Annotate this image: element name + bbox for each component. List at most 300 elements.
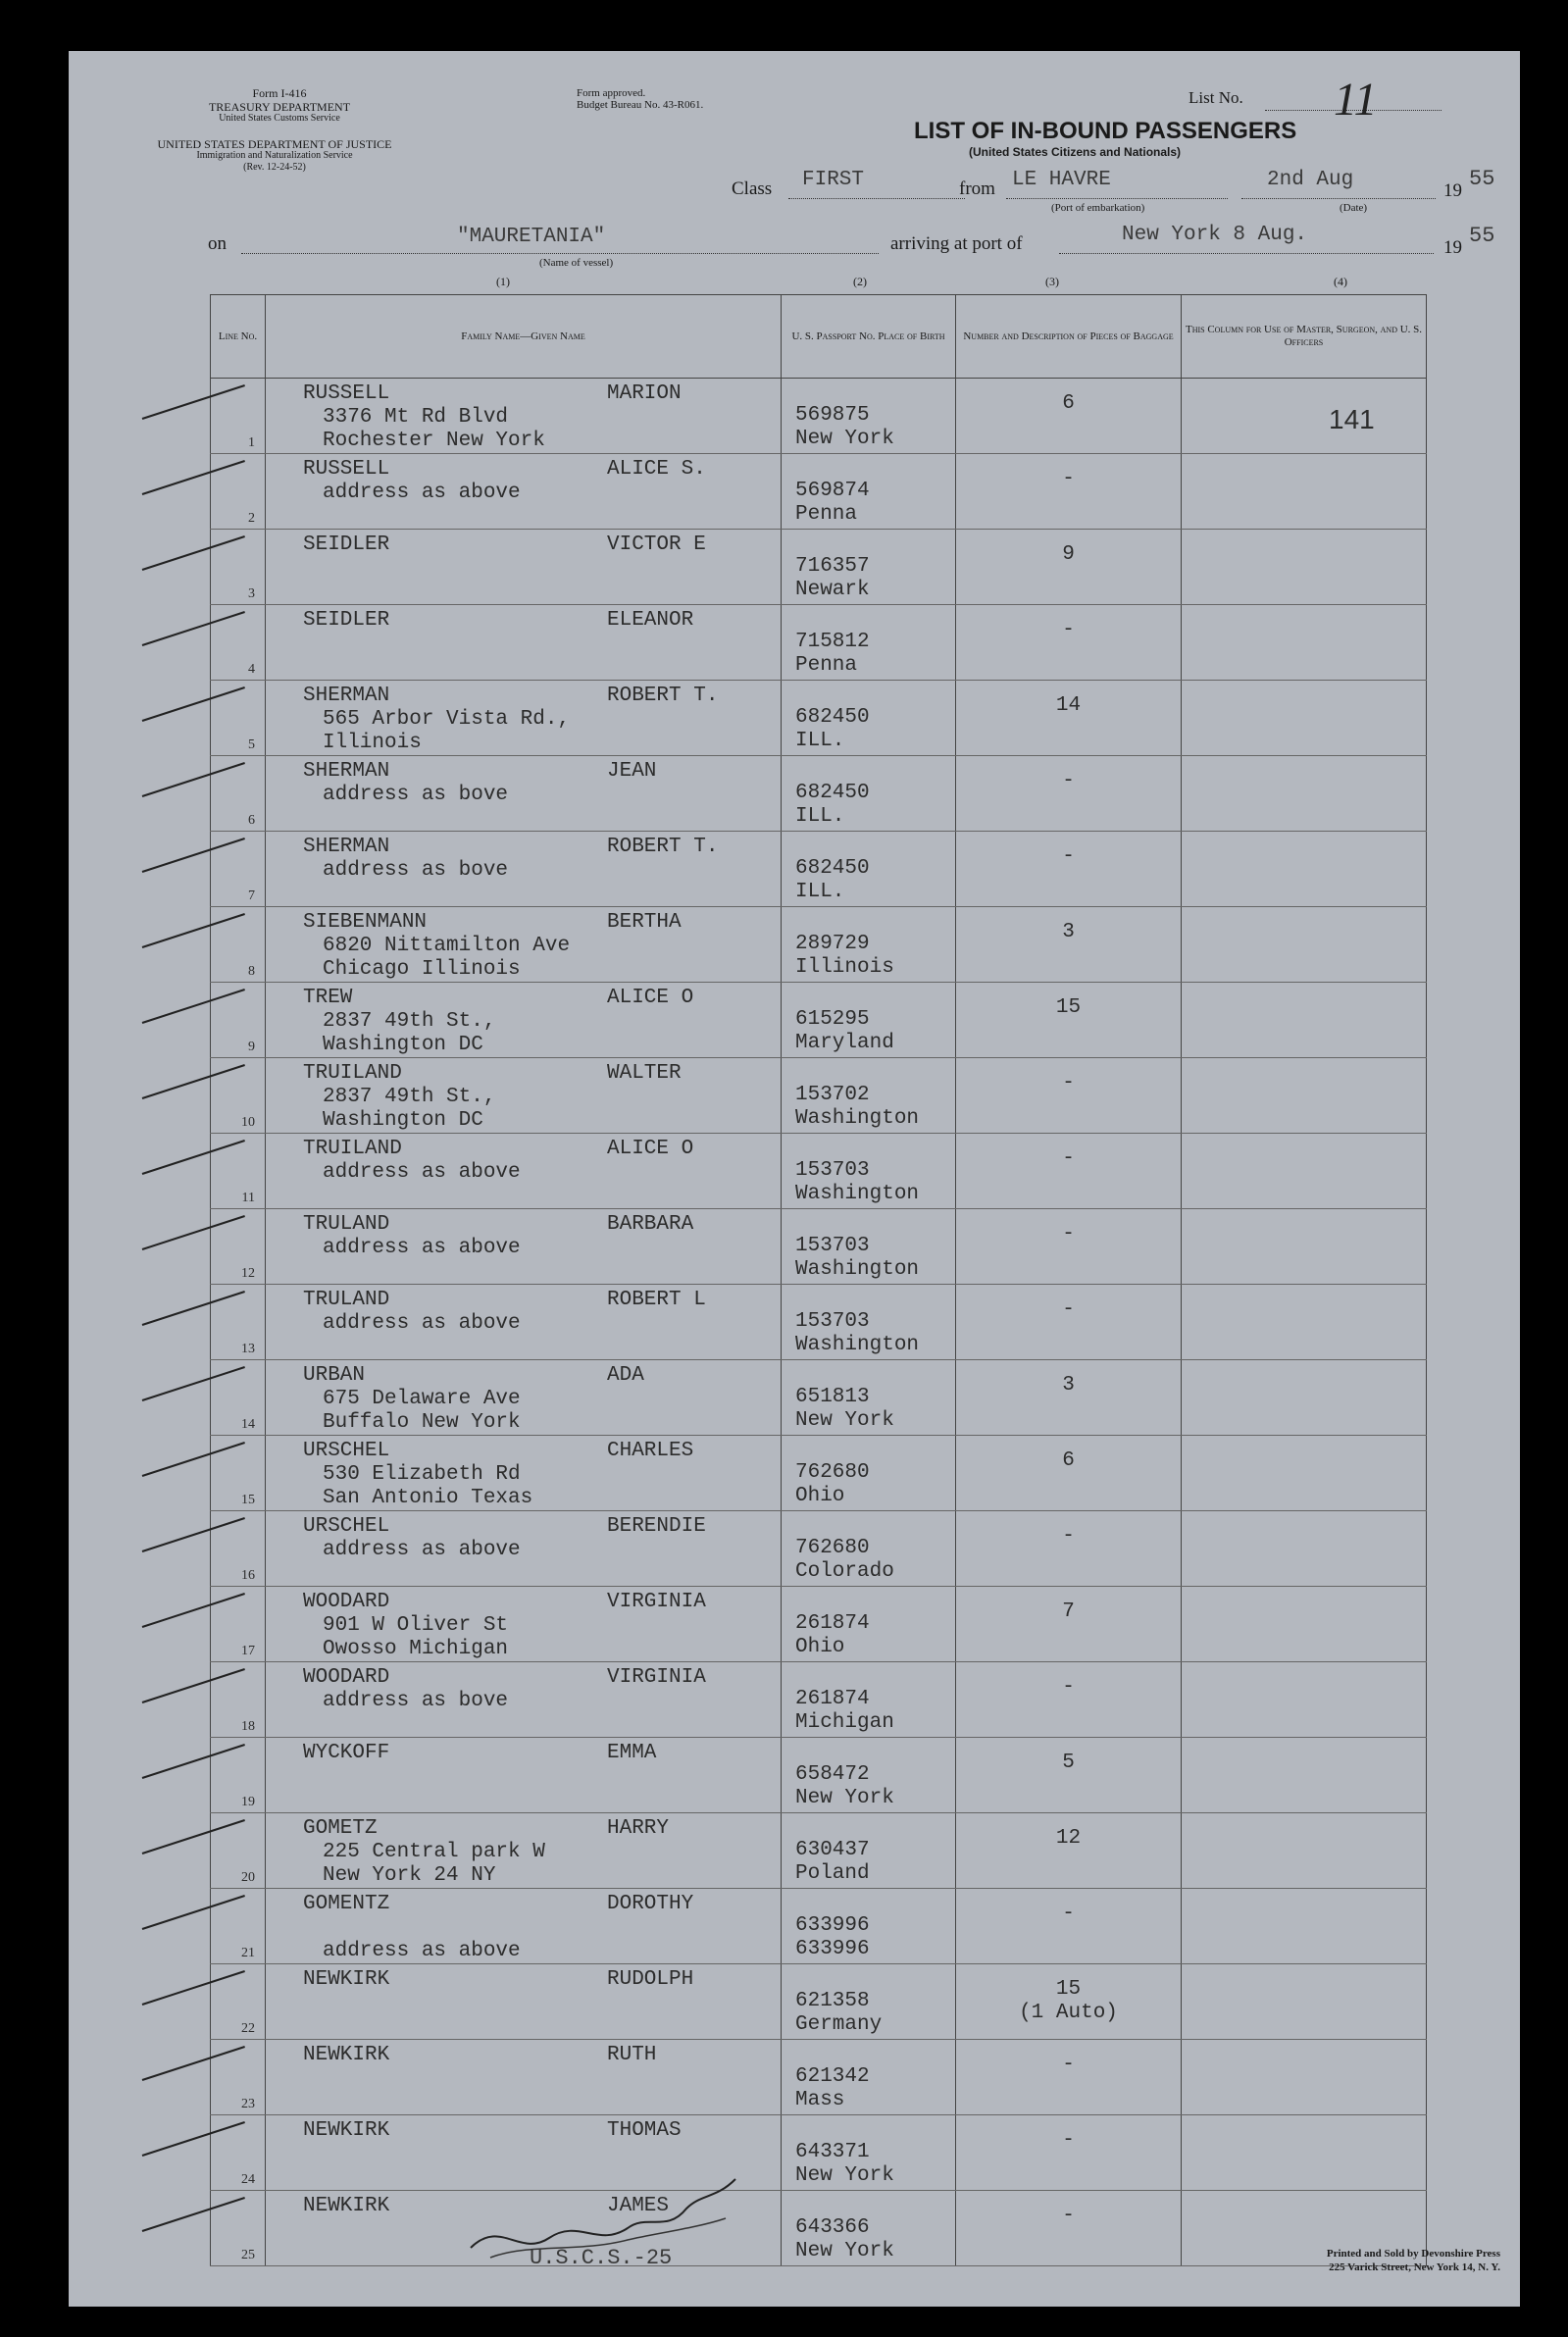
given-name: RUDOLPH bbox=[607, 1968, 694, 1991]
check-mark bbox=[142, 762, 245, 797]
baggage-cell bbox=[956, 2191, 1182, 2266]
name-cell bbox=[266, 530, 782, 605]
passport-cell bbox=[782, 1058, 956, 1134]
check-mark bbox=[142, 460, 245, 495]
line-no-cell bbox=[211, 907, 266, 983]
name-cell bbox=[266, 1738, 782, 1813]
officers-cell bbox=[1182, 1511, 1427, 1587]
passport-cell bbox=[782, 2115, 956, 2191]
passport-cell bbox=[782, 1964, 956, 2040]
officers-cell bbox=[1182, 1813, 1427, 1889]
table-row bbox=[211, 1058, 1427, 1134]
address-line-2: Washington DC bbox=[323, 1109, 483, 1132]
family-name: URBAN bbox=[303, 1364, 366, 1387]
place-of-birth: ILL. bbox=[795, 805, 845, 828]
baggage-cell bbox=[956, 681, 1182, 756]
place-of-birth: New York bbox=[795, 2240, 894, 2262]
header-officers: This Column for Use of Master, Surgeon, and U. S. Officers bbox=[1182, 295, 1427, 379]
given-name: JEAN bbox=[607, 760, 657, 783]
family-name: NEWKIRK bbox=[303, 2119, 390, 2142]
passport-cell bbox=[782, 1587, 956, 1662]
baggage-cell bbox=[956, 1964, 1182, 2040]
place-of-birth: New York bbox=[795, 428, 894, 450]
table-row bbox=[211, 1209, 1427, 1285]
baggage-count: 3 bbox=[1062, 921, 1075, 943]
table-row bbox=[211, 983, 1427, 1058]
baggage-count: - bbox=[1062, 770, 1075, 792]
baggage-cell bbox=[956, 983, 1182, 1058]
line-no: 17 bbox=[241, 1644, 255, 1658]
baggage-count: - bbox=[1062, 2129, 1075, 2152]
family-name: NEWKIRK bbox=[303, 2195, 390, 2217]
form-approved: Form approved. bbox=[577, 87, 646, 99]
officers-cell bbox=[1182, 1587, 1427, 1662]
baggage-count: - bbox=[1062, 1525, 1075, 1548]
name-cell bbox=[266, 1209, 782, 1285]
list-no-label: List No. bbox=[1189, 88, 1243, 107]
table-row bbox=[211, 1813, 1427, 1889]
family-name: SHERMAN bbox=[303, 685, 390, 707]
check-mark bbox=[142, 1366, 245, 1401]
line-no-cell bbox=[211, 1738, 266, 1813]
header-passport: U. S. Passport No. Place of Birth bbox=[782, 295, 956, 379]
check-mark bbox=[142, 1215, 245, 1250]
baggage-count: 15 bbox=[1055, 1978, 1082, 2001]
family-name: TRUILAND bbox=[303, 1062, 402, 1085]
given-name: VIRGINIA bbox=[607, 1666, 706, 1689]
line-no: 21 bbox=[241, 1946, 255, 1960]
address-line-1: 530 Elizabeth Rd bbox=[323, 1463, 521, 1486]
baggage-cell bbox=[956, 1511, 1182, 1587]
form-title: LIST OF IN-BOUND PASSENGERS bbox=[914, 118, 1297, 144]
baggage-count: - bbox=[1062, 1903, 1075, 1925]
given-name: WALTER bbox=[607, 1062, 682, 1085]
passport-number: 569874 bbox=[795, 480, 870, 502]
port-value: LE HAVRE bbox=[1012, 169, 1111, 191]
place-of-birth: Colorado bbox=[795, 1560, 894, 1583]
place-of-birth: Mass bbox=[795, 2089, 845, 2111]
check-mark bbox=[142, 1895, 245, 1930]
address-line-2: Chicago Illinois bbox=[323, 958, 521, 981]
line-no: 20 bbox=[241, 1870, 255, 1885]
check-mark bbox=[142, 1744, 245, 1779]
name-cell bbox=[266, 1134, 782, 1209]
table-row bbox=[211, 1889, 1427, 1964]
passport-cell bbox=[782, 1738, 956, 1813]
officers-cell bbox=[1182, 1058, 1427, 1134]
line-no-cell bbox=[211, 1964, 266, 2040]
baggage-cell bbox=[956, 2040, 1182, 2115]
passport-cell bbox=[782, 530, 956, 605]
line-no-cell bbox=[211, 1662, 266, 1738]
family-name: GOMENTZ bbox=[303, 1893, 390, 1915]
passport-number: 621358 bbox=[795, 1990, 870, 2012]
officers-cell bbox=[1182, 907, 1427, 983]
address-line-2: Buffalo New York bbox=[323, 1411, 521, 1434]
address-line-1: address as bove bbox=[323, 784, 509, 806]
place-of-birth: Michigan bbox=[795, 1711, 894, 1734]
baggage-count: - bbox=[1062, 1147, 1075, 1170]
check-mark bbox=[142, 1064, 245, 1099]
passport-number: 715812 bbox=[795, 631, 870, 653]
given-name: BERTHA bbox=[607, 911, 682, 934]
check-mark bbox=[142, 1442, 245, 1477]
given-name: ELEANOR bbox=[607, 609, 694, 632]
place-of-birth: Washington bbox=[795, 1183, 920, 1205]
given-name: ALICE O bbox=[607, 1138, 694, 1160]
address-line-1: 3376 Mt Rd Blvd bbox=[323, 406, 509, 429]
family-name: GOMETZ bbox=[303, 1817, 378, 1840]
given-name: ALICE O bbox=[607, 987, 694, 1009]
place-of-birth: New York bbox=[795, 1409, 894, 1432]
address-line-1: 2837 49th St., bbox=[323, 1086, 496, 1108]
passport-number: 153702 bbox=[795, 1084, 870, 1106]
address-line-1: 6820 Nittamilton Ave bbox=[323, 935, 571, 957]
passport-number: 153703 bbox=[795, 1159, 870, 1182]
officers-cell bbox=[1182, 1889, 1427, 1964]
line-no-cell bbox=[211, 530, 266, 605]
name-cell bbox=[266, 681, 782, 756]
year-value-1: 55 bbox=[1469, 167, 1495, 191]
line-no-cell bbox=[211, 2115, 266, 2191]
place-of-birth: Penna bbox=[795, 503, 858, 526]
baggage-count: - bbox=[1062, 845, 1075, 868]
baggage-description: (1 Auto) bbox=[1019, 2002, 1118, 2024]
table-row bbox=[211, 2040, 1427, 2115]
name-cell bbox=[266, 1587, 782, 1662]
family-name: WOODARD bbox=[303, 1591, 390, 1613]
baggage-cell bbox=[956, 1436, 1182, 1511]
passport-number: 651813 bbox=[795, 1386, 870, 1408]
place-of-birth: Washington bbox=[795, 1258, 920, 1281]
place-of-birth: Newark bbox=[795, 579, 870, 601]
line-no-cell bbox=[211, 1209, 266, 1285]
from-label: from bbox=[959, 178, 995, 199]
check-mark bbox=[142, 384, 245, 420]
line-no: 24 bbox=[241, 2172, 255, 2187]
form-subtitle: (United States Citizens and Nationals) bbox=[969, 145, 1182, 159]
line-no-cell bbox=[211, 1436, 266, 1511]
table-row bbox=[211, 530, 1427, 605]
budget-bureau: Budget Bureau No. 43-R061. bbox=[577, 99, 704, 111]
family-name: SEIDLER bbox=[303, 533, 390, 556]
given-name: ADA bbox=[607, 1364, 644, 1387]
address-line-1: address as above bbox=[323, 1312, 521, 1335]
line-no-cell bbox=[211, 1058, 266, 1134]
passport-number: 261874 bbox=[795, 1612, 870, 1635]
passport-cell bbox=[782, 1360, 956, 1436]
address-line-1: address as above bbox=[323, 1539, 521, 1561]
check-mark bbox=[142, 2121, 245, 2157]
baggage-cell bbox=[956, 1134, 1182, 1209]
baggage-cell bbox=[956, 530, 1182, 605]
justice-department: UNITED STATES DEPARTMENT OF JUSTICE bbox=[157, 137, 392, 151]
port-caption: (Port of embarkation) bbox=[1051, 202, 1145, 214]
arriving-label: arriving at port of bbox=[890, 233, 1023, 254]
name-cell bbox=[266, 1511, 782, 1587]
date-caption: (Date) bbox=[1340, 202, 1368, 214]
line-no: 4 bbox=[248, 662, 255, 677]
given-name: ROBERT L bbox=[607, 1289, 706, 1311]
signature bbox=[461, 2159, 755, 2277]
baggage-cell bbox=[956, 1813, 1182, 1889]
col-number-4: (4) bbox=[1334, 275, 1347, 288]
line-no-cell bbox=[211, 2191, 266, 2266]
line-no-cell bbox=[211, 1813, 266, 1889]
given-name: HARRY bbox=[607, 1817, 670, 1840]
vessel-line bbox=[241, 253, 879, 254]
family-name: TRULAND bbox=[303, 1213, 390, 1236]
name-cell bbox=[266, 1964, 782, 2040]
line-no-cell bbox=[211, 1587, 266, 1662]
address-line-1: 2837 49th St., bbox=[323, 1010, 496, 1033]
passport-cell bbox=[782, 454, 956, 530]
printer-line-1: Printed and Sold by Devonshire Press bbox=[1326, 2248, 1500, 2260]
address-line-2: Illinois bbox=[323, 732, 422, 754]
place-of-birth: Ohio bbox=[795, 1485, 845, 1507]
line-no-cell bbox=[211, 756, 266, 832]
passport-number: 682450 bbox=[795, 706, 870, 729]
passport-cell bbox=[782, 907, 956, 983]
name-cell bbox=[266, 1285, 782, 1360]
passport-cell bbox=[782, 2040, 956, 2115]
baggage-cell bbox=[956, 1360, 1182, 1436]
passport-number: 643366 bbox=[795, 2216, 870, 2239]
baggage-count: 14 bbox=[1055, 694, 1082, 717]
place-of-birth: Ohio bbox=[795, 1636, 845, 1658]
baggage-cell bbox=[956, 756, 1182, 832]
officers-cell bbox=[1182, 756, 1427, 832]
passport-cell bbox=[782, 1285, 956, 1360]
family-name: RUSSELL bbox=[303, 382, 390, 405]
baggage-cell bbox=[956, 454, 1182, 530]
family-name: SEIDLER bbox=[303, 609, 390, 632]
line-no: 19 bbox=[241, 1795, 255, 1809]
line-no: 8 bbox=[248, 964, 255, 979]
line-no: 7 bbox=[248, 889, 255, 903]
table-row bbox=[211, 2115, 1427, 2191]
port-line bbox=[1006, 198, 1228, 199]
baggage-count: - bbox=[1062, 1223, 1075, 1245]
check-mark bbox=[142, 2197, 245, 2232]
passport-number: 289729 bbox=[795, 933, 870, 955]
printer-line-2: 225 Varick Street, New York 14, N. Y. bbox=[1329, 2261, 1500, 2273]
address-line-1: 901 W Oliver St bbox=[323, 1614, 509, 1637]
passport-cell bbox=[782, 1813, 956, 1889]
address-line-2: Owosso Michigan bbox=[323, 1638, 509, 1660]
passport-cell bbox=[782, 2191, 956, 2266]
baggage-cell bbox=[956, 1889, 1182, 1964]
immigration-service: Immigration and Naturalization Service bbox=[196, 150, 353, 161]
table-row bbox=[211, 379, 1427, 454]
baggage-cell bbox=[956, 2115, 1182, 2191]
baggage-cell bbox=[956, 605, 1182, 681]
check-mark bbox=[142, 1819, 245, 1854]
line-no: 11 bbox=[241, 1191, 255, 1205]
check-mark bbox=[142, 535, 245, 571]
officers-cell bbox=[1182, 379, 1427, 454]
passport-cell bbox=[782, 1209, 956, 1285]
officers-cell bbox=[1182, 605, 1427, 681]
check-mark bbox=[142, 1593, 245, 1628]
on-label: on bbox=[208, 233, 227, 254]
family-name: RUSSELL bbox=[303, 458, 390, 481]
date-line bbox=[1241, 198, 1436, 199]
baggage-cell bbox=[956, 1587, 1182, 1662]
stamp-text: U.S.C.S.-25 bbox=[530, 2246, 673, 2270]
name-cell bbox=[266, 1813, 782, 1889]
line-no-cell bbox=[211, 1360, 266, 1436]
given-name: BARBARA bbox=[607, 1213, 694, 1236]
table-row bbox=[211, 907, 1427, 983]
officer-note: 141 bbox=[1329, 404, 1375, 434]
given-name: THOMAS bbox=[607, 2119, 682, 2142]
line-no: 25 bbox=[241, 2248, 255, 2262]
given-name: VIRGINIA bbox=[607, 1591, 706, 1613]
header-name: Family Name—Given Name bbox=[266, 295, 782, 379]
line-no-cell bbox=[211, 983, 266, 1058]
name-cell bbox=[266, 1360, 782, 1436]
line-no: 6 bbox=[248, 813, 255, 828]
baggage-cell bbox=[956, 1738, 1182, 1813]
line-no: 16 bbox=[241, 1568, 255, 1583]
baggage-count: - bbox=[1062, 2205, 1075, 2227]
check-mark bbox=[142, 2046, 245, 2081]
family-name: NEWKIRK bbox=[303, 2044, 390, 2066]
passport-number: 153703 bbox=[795, 1235, 870, 1257]
given-name: DOROTHY bbox=[607, 1893, 694, 1915]
table-row bbox=[211, 1662, 1427, 1738]
passport-number: 153703 bbox=[795, 1310, 870, 1333]
header-baggage: Number and Description of Pieces of Baggage bbox=[956, 295, 1182, 379]
baggage-count: 15 bbox=[1055, 996, 1082, 1019]
place-of-birth: New York bbox=[795, 2164, 894, 2187]
baggage-count: - bbox=[1062, 1072, 1075, 1094]
list-no-value: 11 bbox=[1334, 74, 1378, 126]
line-no-cell bbox=[211, 1511, 266, 1587]
place-of-birth: Germany bbox=[795, 2013, 883, 2036]
officers-cell bbox=[1182, 832, 1427, 907]
name-cell bbox=[266, 756, 782, 832]
baggage-count: - bbox=[1062, 1676, 1075, 1699]
line-no: 23 bbox=[241, 2097, 255, 2111]
customs-service: United States Customs Service bbox=[219, 113, 340, 124]
officers-cell bbox=[1182, 1964, 1427, 2040]
passport-cell bbox=[782, 1134, 956, 1209]
place-of-birth: Maryland bbox=[795, 1032, 894, 1054]
baggage-count: - bbox=[1062, 619, 1075, 641]
passport-cell bbox=[782, 681, 956, 756]
address-line-2: Washington DC bbox=[323, 1034, 483, 1056]
line-no: 5 bbox=[248, 737, 255, 752]
check-mark bbox=[142, 913, 245, 948]
officers-cell bbox=[1182, 1209, 1427, 1285]
given-name: EMMA bbox=[607, 1742, 657, 1764]
family-name: NEWKIRK bbox=[303, 1968, 390, 1991]
table-row bbox=[211, 1134, 1427, 1209]
baggage-cell bbox=[956, 832, 1182, 907]
address-line-1: 675 Delaware Ave bbox=[323, 1388, 521, 1410]
passport-number: 643371 bbox=[795, 2141, 870, 2163]
name-cell bbox=[266, 605, 782, 681]
arrival-line bbox=[1059, 253, 1434, 254]
arrival-value: New York 8 Aug. bbox=[1122, 224, 1308, 246]
passport-number: 261874 bbox=[795, 1688, 870, 1710]
line-no-cell bbox=[211, 1134, 266, 1209]
passenger-table bbox=[210, 294, 1427, 2266]
passport-number: 621342 bbox=[795, 2065, 870, 2088]
address-line-1: 225 Central park W bbox=[323, 1841, 545, 1863]
class-value: FIRST bbox=[802, 169, 865, 191]
place-of-birth: ILL. bbox=[795, 881, 845, 903]
col-number-3: (3) bbox=[1045, 275, 1059, 288]
date-value: 2nd Aug bbox=[1267, 169, 1354, 191]
family-name: SHERMAN bbox=[303, 760, 390, 783]
baggage-count: - bbox=[1062, 2054, 1075, 2076]
family-name: TRULAND bbox=[303, 1289, 390, 1311]
passport-number: 682450 bbox=[795, 857, 870, 880]
address-line-2: New York 24 NY bbox=[323, 1864, 496, 1887]
passport-cell bbox=[782, 983, 956, 1058]
place-of-birth: ILL. bbox=[795, 730, 845, 752]
vessel-caption: (Name of vessel) bbox=[539, 257, 614, 269]
table-row bbox=[211, 454, 1427, 530]
check-mark bbox=[142, 1970, 245, 2006]
baggage-cell bbox=[956, 1058, 1182, 1134]
passport-cell bbox=[782, 1889, 956, 1964]
family-name: WYCKOFF bbox=[303, 1742, 390, 1764]
name-cell bbox=[266, 1889, 782, 1964]
address-line-1: address as bove bbox=[323, 1690, 509, 1712]
passport-cell bbox=[782, 605, 956, 681]
baggage-cell bbox=[956, 1285, 1182, 1360]
line-no: 14 bbox=[241, 1417, 255, 1432]
officers-cell bbox=[1182, 454, 1427, 530]
officers-cell bbox=[1182, 983, 1427, 1058]
name-cell bbox=[266, 2040, 782, 2115]
officers-cell bbox=[1182, 1360, 1427, 1436]
officers-cell bbox=[1182, 530, 1427, 605]
address-line-1: address as above bbox=[323, 1161, 521, 1184]
place-of-birth: Illinois bbox=[795, 956, 894, 979]
officers-cell bbox=[1182, 1436, 1427, 1511]
baggage-cell bbox=[956, 379, 1182, 454]
line-no: 2 bbox=[248, 511, 255, 526]
family-name: URSCHEL bbox=[303, 1440, 390, 1462]
table-row bbox=[211, 1511, 1427, 1587]
form-number: Form I-416 bbox=[252, 86, 307, 100]
baggage-count: 12 bbox=[1055, 1827, 1082, 1850]
place-of-birth: 633996 bbox=[795, 1938, 870, 1960]
given-name: ALICE S. bbox=[607, 458, 706, 481]
baggage-count: - bbox=[1062, 468, 1075, 490]
col-number-2: (2) bbox=[853, 275, 867, 288]
check-mark bbox=[142, 1140, 245, 1175]
passport-cell bbox=[782, 1662, 956, 1738]
name-cell bbox=[266, 907, 782, 983]
address-line-2: Rochester New York bbox=[323, 430, 545, 452]
name-cell bbox=[266, 454, 782, 530]
name-cell bbox=[266, 379, 782, 454]
line-no-cell bbox=[211, 681, 266, 756]
line-no: 1 bbox=[248, 435, 255, 450]
family-name: TREW bbox=[303, 987, 353, 1009]
table-row bbox=[211, 1964, 1427, 2040]
baggage-cell bbox=[956, 907, 1182, 983]
baggage-count: 3 bbox=[1062, 1374, 1075, 1397]
given-name: JAMES bbox=[607, 2195, 670, 2217]
address-line-2: San Antonio Texas bbox=[323, 1487, 533, 1509]
